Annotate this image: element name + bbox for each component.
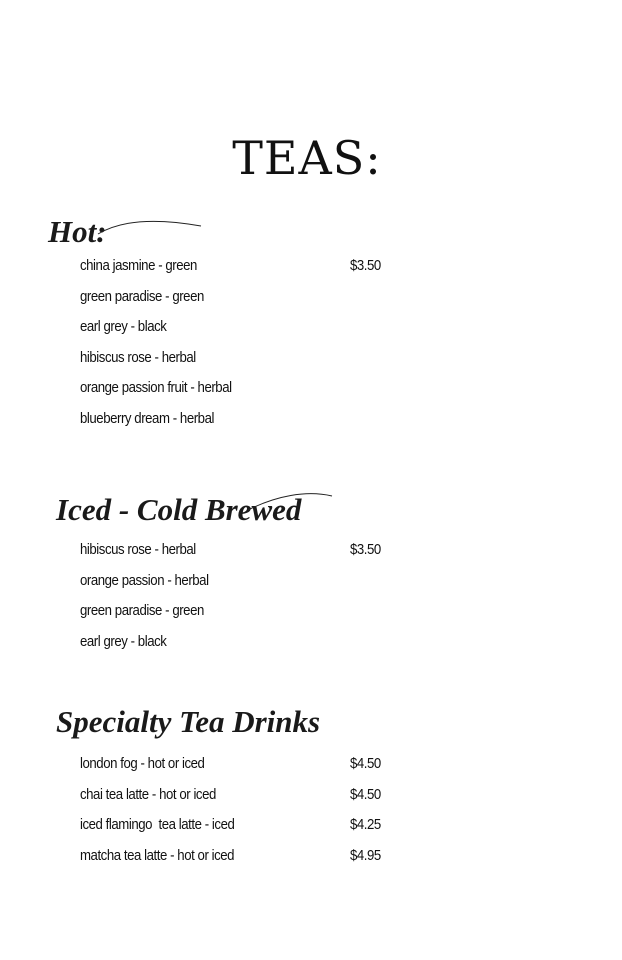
list-item bbox=[80, 404, 400, 435]
item-name: earl grey - black bbox=[80, 632, 167, 650]
list-item bbox=[80, 596, 400, 627]
item-name: iced flamingo tea latte - iced bbox=[80, 816, 235, 833]
page-title: TEAS: bbox=[232, 131, 382, 185]
menu-list-iced-cold-brewed bbox=[80, 535, 400, 657]
item-name: green paradise - green bbox=[80, 287, 204, 305]
item-price: $4.25 bbox=[350, 816, 381, 833]
list-item bbox=[80, 535, 400, 566]
list-item bbox=[80, 780, 400, 811]
item-price: $3.50 bbox=[350, 541, 381, 558]
item-price: $4.50 bbox=[350, 755, 381, 772]
menu-list-specialty-tea-drinks bbox=[80, 749, 400, 871]
item-price: $3.50 bbox=[350, 257, 381, 274]
item-price: $4.95 bbox=[350, 846, 381, 864]
item-name: green paradise - green bbox=[80, 602, 204, 619]
item-name: blueberry dream - herbal bbox=[80, 409, 214, 427]
list-item bbox=[80, 627, 400, 658]
list-item bbox=[80, 343, 400, 374]
section-heading-specialty-tea-drinks: Specialty Tea Drinks bbox=[56, 704, 321, 739]
heading-flourish bbox=[246, 490, 336, 520]
list-item bbox=[80, 749, 400, 780]
item-name: hibiscus rose - herbal bbox=[80, 541, 196, 558]
item-name: hibiscus rose - herbal bbox=[80, 348, 196, 366]
item-name: earl grey - black bbox=[80, 318, 167, 335]
item-price: $4.50 bbox=[350, 785, 381, 803]
item-name: china jasmine - green bbox=[80, 257, 197, 274]
list-item bbox=[80, 312, 400, 343]
list-item bbox=[80, 810, 400, 841]
item-name: orange passion fruit - herbal bbox=[80, 379, 232, 396]
list-item bbox=[80, 566, 400, 597]
heading-flourish bbox=[96, 216, 206, 246]
list-item bbox=[80, 282, 400, 313]
item-name: chai tea latte - hot or iced bbox=[80, 785, 216, 803]
item-name: london fog - hot or iced bbox=[80, 755, 205, 772]
section-heading-hot: Hot: bbox=[48, 214, 107, 249]
item-name: orange passion - herbal bbox=[80, 571, 209, 589]
menu-list-hot bbox=[80, 251, 400, 434]
list-item bbox=[80, 373, 400, 404]
list-item bbox=[80, 841, 400, 872]
list-item bbox=[80, 251, 400, 282]
item-name: matcha tea latte - hot or iced bbox=[80, 846, 235, 864]
section-heading-iced-cold-brewed: Iced - Cold Brewed bbox=[56, 492, 302, 527]
